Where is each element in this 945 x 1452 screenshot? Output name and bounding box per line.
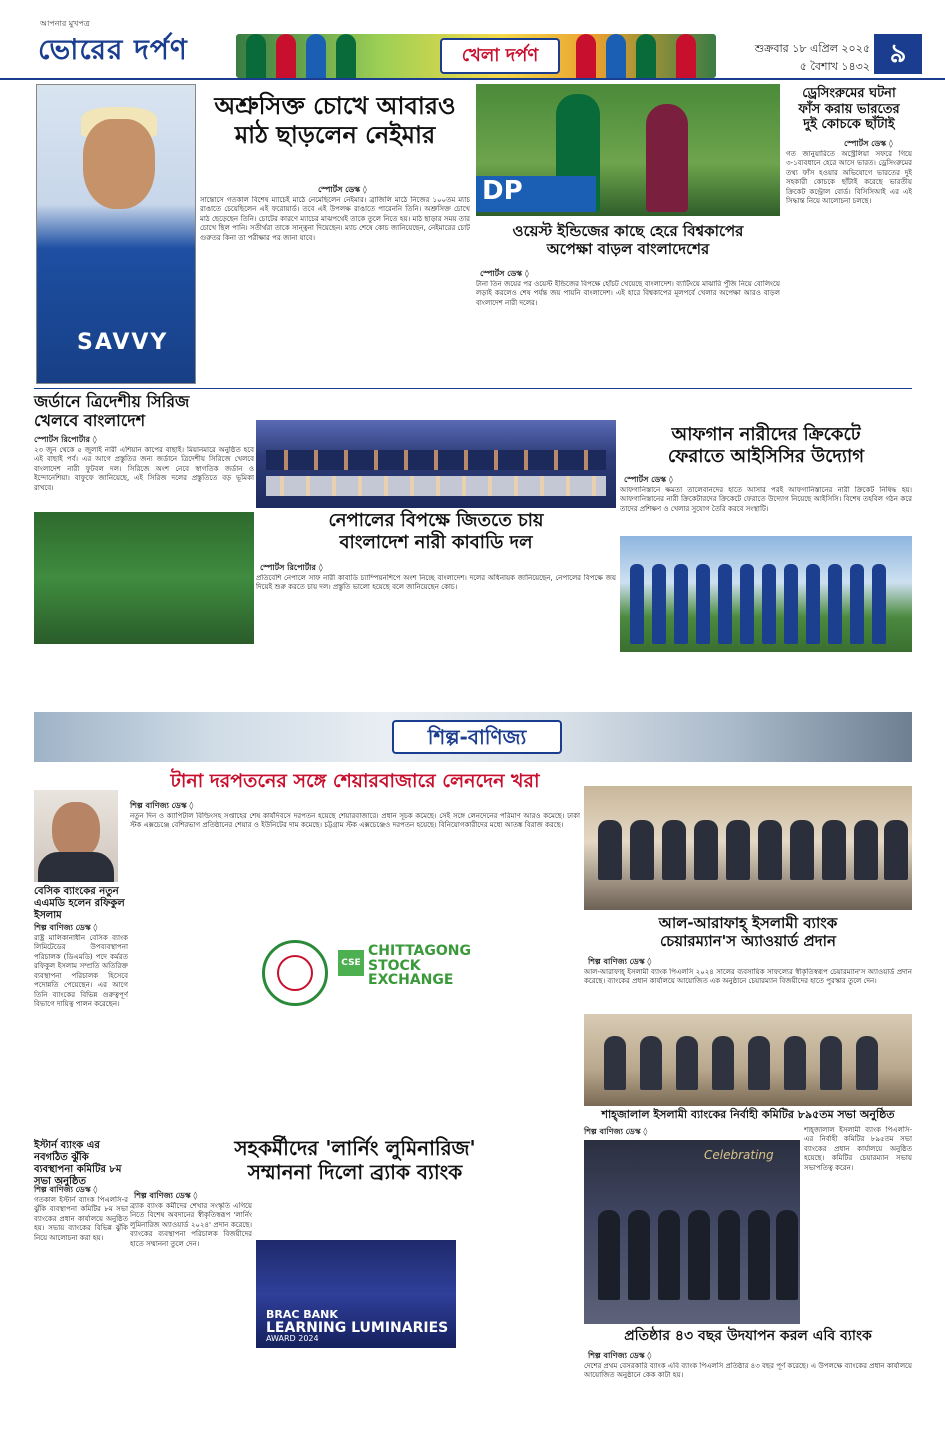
dressing-headline <box>784 86 914 133</box>
shahjalal-headline: শাহ্‌জালাল ইসলামী ব্যাংকের নির্বাহী কমিটির ৮৯৫তম সভা অনুষ্ঠিত <box>601 1108 895 1121</box>
brac-headline <box>130 1136 580 1184</box>
neymar-headline-line1: অশ্রুসিক্ত চোখে আবারও <box>214 92 456 120</box>
jordan-headline-line2: খেলবে বাংলাদেশ <box>34 411 146 431</box>
share-body-col2 <box>256 1014 480 1126</box>
women-football-photo <box>34 512 254 644</box>
ab-bank-photo <box>584 1140 800 1324</box>
jordan-headline <box>34 392 254 430</box>
al-arafah-headline-line2: চেয়ারম্যান'স অ্যাওয়ার্ড প্রদান <box>660 932 836 950</box>
kabaddi-byline: স্পোর্টস রিপোর্টার ◊ <box>260 563 323 572</box>
cricket-headline <box>476 222 780 258</box>
share-headline: টানা দরপতনের সঙ্গে শেয়ারবাজারে লেনদেন খরা <box>170 770 540 792</box>
brac-award-photo <box>256 1240 456 1348</box>
brac-body: ব্র্যাক ব্যাংক কর্মীদের শেখার সংস্কৃতি এগিয়ে নিতে বিশেষ অবদানের স্বীকৃতিস্বরূপ 'লার্নিং লুমিনারিজ অ্যাওয়ার্ড ২০২৪' প্রদান করেছে। ব্যাংকের ব্যবস্থাপনা পরিচালক বিজয়ীদের হাতে সম্মাননা তুলে দেন। <box>130 1202 252 1248</box>
cse-logo <box>256 936 480 1010</box>
kabaddi-headline-line1: নেপালের বিপক্ষে জিততে চায় <box>328 510 544 531</box>
cse-line1: CHITTAGONG <box>368 943 471 959</box>
jordan-body-bottom <box>34 648 254 708</box>
eastern-body: গতকাল ইস্টার্ন ব্যাংক পিএলসি-র ঝুঁকি ব্যবস্থাপনা কমিটির ৮ম সভা ব্যাংকের প্রধান কার্যালয়ে অনুষ্ঠিত হয়। সভায় ব্যাংকের বিভিন্ন ঝুঁকি নিয়ে আলোচনা করা হয়। <box>34 1196 128 1242</box>
dressing-headline-line2: ফাঁস করায় ভারতের <box>798 101 900 117</box>
al-arafah-headline-line1: আল-আরাফাহ্ ইসলামী ব্যাংক <box>658 914 838 932</box>
al-arafah-photo <box>584 786 912 910</box>
dressing-body: গত জানুয়ারিতে অস্ট্রেলিয়া সফরে গিয়ে ৩-১ব্যবধানে হেরে আসে ভারত। ড্রেসিংরুমের তথ্য ফাঁস হওয়ার অভিযোগে ভারতের দুই সহকারী কোচকে ছাঁটাই করেছে ভারতীয় ক্রিকেট কন্ট্রোল বোর্ড। বিসিসিআই এর এই সিদ্ধান্ত নিয়ে আলোচনা চলছে। <box>786 150 912 206</box>
afgan-body: আফগানিস্তানে ক্ষমতা তালেবানদের হাতে আসার পরই আফগানিস্তানের নারী ক্রিকেট নিষিদ্ধ হয়। আফগানিস্তানের নারী ক্রিকেটারদের ক্রিকেটে ফেরাতে উদ্যোগ নিয়েছে আইসিসি। বিশেষ তহবিল গঠন করে তাদের প্রশিক্ষণ ও খেলার সুযোগ তৈরি করবে সংস্থাটি। <box>620 486 912 513</box>
share-body-col1 <box>130 936 252 1126</box>
kabaddi-headline <box>256 510 616 553</box>
al-arafah-body: আল-আরাফাহ্ ইসলামী ব্যাংক পিএলসি ২০২৪ সালের ব্যবসায়িক সাফল্যের স্বীকৃতিস্বরূপ চেয়ারম্যান'স অ্যাওয়ার্ড প্রদান করেছে। ব্যাংকের প্রধান কার্যালয়ে আয়োজিত এক অনুষ্ঠানে চেয়ারম্যান বিজয়ীদের হাতে পুরস্কার তুলে দেন। <box>584 968 912 986</box>
paper-tagline: আপনার মুখপত্র <box>40 19 90 28</box>
share-body: নতুন দিন ও ক্যাপিটাল বিল্ডিংসহ সপ্তাহের শেষ কার্যদিবসে দরপতন হয়েছে শেয়ারবাজারে। প্রধান সূচক কমেছে। সেই সঙ্গে লেনদেনের পরিমাণ আরও কমেছে। ঢাকা স্টক এক্সচেঞ্জে বেশিরভাগ প্রতিষ্ঠানের শেয়ার ও ইউনিটের দাম কমেছে। চট্টগ্রাম স্টক এক্সচেঞ্জেও দরপতন হয়েছে। বিনিয়োগকারীদের মধ্যে আতঙ্ক বিরাজ করছে। <box>130 812 580 830</box>
basic-byline: শিল্প বাণিজ্য ডেস্ক ◊ <box>34 923 98 932</box>
dressing-headline-line1: ড্রেসিংরুমের ঘটনা <box>802 86 896 101</box>
jordan-headline-line1: জর্ডানে ত্রিদেশীয় সিরিজ <box>34 392 190 411</box>
brac-photo-line3: AWARD 2024 <box>266 1334 319 1343</box>
eastern-byline: শিল্প বাণিজ্য ডেস্ক ◊ <box>34 1185 98 1194</box>
afgan-headline-line2: ফেরাতে আইসিসির উদ্যোগ <box>667 445 865 467</box>
section-title: খেলা দর্পণ <box>440 38 560 74</box>
cricket-headline-line2: অপেক্ষা বাড়ল বাংলাদেশের <box>546 240 710 258</box>
brac-body-mid <box>256 1202 456 1238</box>
share-body-col3 <box>484 936 580 1126</box>
jordan-byline: স্পোর্টস রিপোর্টার ◊ <box>34 435 97 444</box>
afgan-headline <box>620 424 912 467</box>
commerce-section-title: শিল্প-বাণিজ্য <box>392 720 562 754</box>
shahjalal-byline: শিল্প বাণিজ্য ডেস্ক ◊ <box>584 1127 648 1136</box>
neymar-headline <box>200 92 470 150</box>
cse-line3: EXCHANGE <box>368 972 454 989</box>
afgan-headline-line1: আফগান নারীদের ক্রিকেটে <box>671 424 861 445</box>
cse-line2: STOCK <box>368 957 421 974</box>
afgan-byline: স্পোর্টস ডেস্ক ◊ <box>624 475 673 484</box>
brac-headline-line1: সহকর্মীদের 'লার্নিং লুমিনারিজ' <box>234 1136 476 1160</box>
shahjalal-meeting-photo <box>584 1014 912 1106</box>
eastern-headline: ইস্টার্ন ব্যাংক এর নবগঠিত ঝুঁকি ব্যবস্থাপনা কমিটির ৮ম সভা অনুষ্ঠিত <box>34 1140 122 1187</box>
al-arafah-byline: শিল্প বাণিজ্য ডেস্ক ◊ <box>588 957 652 966</box>
shahjalal-body: শাহ্‌জালাল ইসলামী ব্যাংক পিএলসি-এর নির্বাহী কমিটির ৮৯৫তম সভা ব্যাংকের প্রধান কার্যালয়ে অনুষ্ঠিত হয়েছে। কমিটির চেয়ারম্যান সভায় সভাপতিত্ব করেন। <box>804 1126 912 1172</box>
date-gregorian: শুক্রবার ১৮ এপ্রিল ২০২৫ <box>754 42 870 55</box>
kabaddi-photo <box>256 420 616 508</box>
date-bengali: ৫ বৈশাখ ১৪৩২ <box>799 60 870 73</box>
brac-body-bottom <box>256 1352 456 1424</box>
cricket-photo <box>476 84 780 216</box>
paper-logo: ভোরের দর্পণ <box>38 33 188 66</box>
neymar-photo-text: SAVVY <box>77 330 169 355</box>
dse-seal-icon <box>262 940 328 1006</box>
ab-bank-byline: শিল্প বাণিজ্য ডেস্ক ◊ <box>588 1351 652 1360</box>
cricket-headline-line1: ওয়েস্ট ইন্ডিজের কাছে হেরে বিশ্বকাপের <box>512 222 744 240</box>
cricket-byline: স্পোর্টস ডেস্ক ◊ <box>480 269 529 278</box>
al-arafah-headline <box>584 914 912 950</box>
commerce-banner <box>34 712 912 762</box>
rafiqul-islam-photo <box>34 790 118 882</box>
brac-photo-line1: BRAC BANK <box>266 1308 338 1321</box>
neymar-body: সান্তোসে গতকাল বিশেষ ম্যাচেই মাঠে নেমেছিলেন নেইমার। ব্রাজিলি মাঠে নিজের ১০০তম ম্যাচ রাঙাতে চেয়েছিলেন এই ফরোয়ার্ড। তবে এই উপলক্ষ রাঙাতে পারেননি তিনি। অশ্রুসিক্ত চোখে মাঠ ছেড়েছেন তিনি। চোটের কারণে ম্যাচের মাঝপথেই তাকে তুলে নিতে হয়। মাঠ ছাড়ার সময় তার চোখে ছিল পানি। সতীর্থরা তাকে সান্ত্বনা দিয়েছেন। ম্যাচ শেষে কোচ জানিয়েছেন, নেইমারের চোট গুরুতর কিনা তা পরীক্ষার পর জানা যাবে। <box>200 196 470 242</box>
afgan-team-photo <box>620 536 912 652</box>
brac-headline-line2: সম্মাননা দিলো ব্র্যাক ব্যাংক <box>247 1160 463 1184</box>
kabaddi-headline-line2: বাংলাদেশ নারী কাবাডি দল <box>339 531 533 553</box>
divider <box>34 388 912 389</box>
kabaddi-body: প্রতিবেশি নেপালে সাফ নারী কাবাডি চ্যাম্পিয়নশিপে অংশ নিচ্ছে বাংলাদেশ। দলের অধিনায়ক জানিয়েছেন, নেপালের বিপক্ষে জয় দিয়েই শুরু করতে চায় দল। প্রস্তুতি ভালো হয়েছে বলে জানিয়েছেন কোচ। <box>256 574 616 592</box>
neymar-headline-line2: মাঠ ছাড়লেন নেইমার <box>234 120 436 149</box>
dressing-headline-line3: দুই কোচকে ছাঁটাই <box>803 117 895 133</box>
neymar-photo <box>36 84 196 384</box>
basic-headline: বেসিক ব্যাংকের নতুন এএমডি হলেন রফিকুল ইসলাম <box>34 886 125 921</box>
brac-body-right <box>460 1202 580 1424</box>
cricket-body: টানা তিন জয়ের পর ওয়েস্ট ইন্ডিজের বিপক্ষে হোঁচট খেয়েছে বাংলাদেশ। ব্যাটিংয়ে মাঝারি পুঁজি নিয়ে বোলিংয়ে লড়াই করলেও শেষ পর্যন্ত জয় পায়নি বাংলাদেশ। এই হারে বিশ্বকাপের মূলপর্বে খেলার অপেক্ষা আরও বাড়ল বাংলাদেশ নারী দলের। <box>476 280 780 307</box>
ab-bank-photo-text: Celebrating <box>704 1148 774 1162</box>
ab-bank-body: দেশের প্রথম বেসরকারি ব্যাংক এবি ব্যাংক পিএলসি প্রতিষ্ঠার ৪৩ বছর পূর্ণ করেছে। এ উপলক্ষে ব্যাংকের প্রধান কার্যালয়ে আয়োজিত অনুষ্ঠানে কেক কাটা হয়। <box>584 1362 912 1380</box>
neymar-byline: স্পোর্টস ডেস্ক ◊ <box>318 185 367 194</box>
brac-byline: শিল্প বাণিজ্য ডেস্ক ◊ <box>134 1191 198 1200</box>
cricket-photo-text: DP <box>476 176 596 212</box>
cse-badge: CSE <box>338 950 364 976</box>
page-number: ৯ <box>874 34 922 74</box>
basic-body: রাষ্ট্র মালিকানাধীন বেসিক ব্যাংক লিমিটেডের উপব্যবস্থাপনা পরিচালক (ডিএমডি) পদে কর্মরত রফিকুল ইসলাম সম্প্রতি অতিরিক্ত ব্যবস্থাপনা পরিচালক হিসেবে পদোন্নতি পেয়েছেন। এর আগে তিনি ব্যাংকের বিভিন্ন গুরুত্বপূর্ণ বিভাগে দায়িত্ব পালন করেছেন। <box>34 934 128 1009</box>
brac-photo-line2: LEARNING LUMINARIES <box>266 1320 449 1336</box>
share-byline: শিল্প বাণিজ্য ডেস্ক ◊ <box>130 801 194 810</box>
afgan-body-bottom <box>620 656 912 708</box>
dressing-byline: স্পোর্টস ডেস্ক ◊ <box>844 139 893 148</box>
ab-bank-headline: প্রতিষ্ঠার ৪৩ বছর উদযাপন করল এবি ব্যাংক <box>624 1328 872 1344</box>
jordan-body-top: ২৩ জুন থেকে ৫ জুলাই নারী এশিয়ান কাপের বাছাই। মিয়ানমারে অনুষ্ঠিত হবে এই বাছাই পর্ব। এর আগে প্রস্তুতির জন্য জর্ডানে ত্রিদেশীয় সিরিজে খেলবে বাংলাদেশ নারী ফুটবল দল। সিরিজে অংশ নেবে স্বাগতিক জর্ডান ও ইন্দোনেশিয়া। বাফুফে জানিয়েছে, এই সিরিজ দলের প্রস্তুতিতে বড় ভূমিকা রাখবে। <box>34 446 254 492</box>
